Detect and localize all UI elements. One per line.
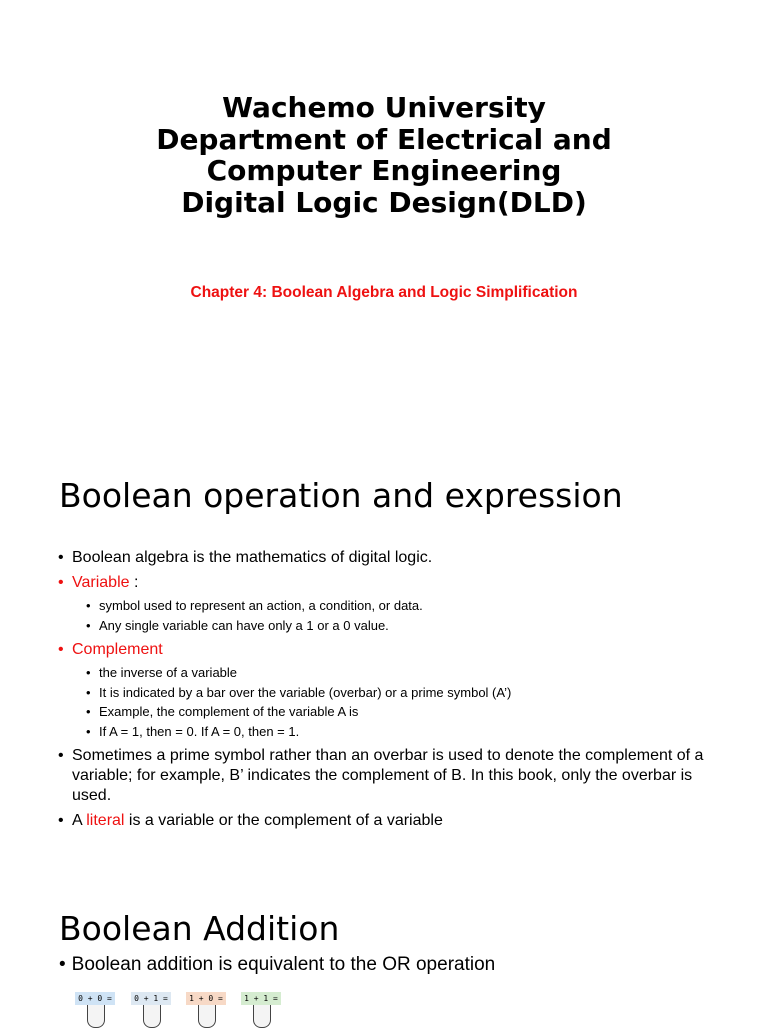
switch-figure [253,1005,271,1028]
complement-sub-item: • It is indicated by a bar over the variable (overbar) or a prime symbol (A’) [58,683,718,703]
bullet-literal [58,811,718,831]
title-block [0,92,768,218]
slide-heading: Boolean operation and expression [59,476,623,515]
bullet-prime-symbol: • Sometimes a prime symbol rather than an overbar is used to denote the complement of a variable; for example, B’ indicates the complement of B. In this book, only the overbar is used. [58,746,718,806]
complement-sub-item: • If A = 1, then = 0. If A = 0, then = 1. [58,722,718,742]
variable-term: Variable [72,574,130,591]
course-title: Digital Logic Design(DLD) [181,185,587,219]
bullet-boolean-algebra: • Boolean algebra is the mathematics of digital logic. [58,548,718,568]
or-equation-label: 1 + 0 = [186,992,226,1005]
chapter-title: Chapter 4: Boolean Algebra and Logic Simplification [190,284,578,301]
bullet-addition: • Boolean addition is equivalent to the OR operation [59,954,496,975]
variable-sub-item: • symbol used to represent an action, a condition, or data. [58,596,718,616]
complement-sub-item: • Example, the complement of the variable A is [58,702,718,722]
university-title: Wachemo University [222,91,546,124]
complement-term: Complement [72,641,163,658]
bullet-list [58,548,718,836]
bullet-complement [58,640,718,660]
or-equation-label: 0 + 1 = [131,992,171,1005]
variable-suffix: : [129,574,139,591]
department-title-line2: Computer Engineering [206,154,562,187]
or-equation-label: 0 + 0 = [75,992,115,1005]
title-slide [0,0,768,440]
complement-sub-item: • the inverse of a variable [58,663,718,683]
boolean-operation-slide [0,440,768,860]
literal-suffix: is a variable or the complement of a variable [124,812,443,829]
switch-figure [143,1005,161,1028]
department-title-line1: Department of Electrical and [156,122,612,156]
boolean-addition-slide [0,880,768,1024]
variable-sub-item: • Any single variable can have only a 1 or a 0 value. [58,616,718,636]
addition-text: Boolean addition is equivalent to the OR operation [71,954,496,975]
switch-figure [198,1005,216,1028]
or-equation-label: 1 + 1 = [241,992,281,1005]
literal-prefix: A [72,812,87,829]
literal-term: literal [86,812,125,829]
bullet-variable [58,573,718,593]
slide-heading: Boolean Addition [59,909,340,948]
switch-figure [87,1005,105,1028]
